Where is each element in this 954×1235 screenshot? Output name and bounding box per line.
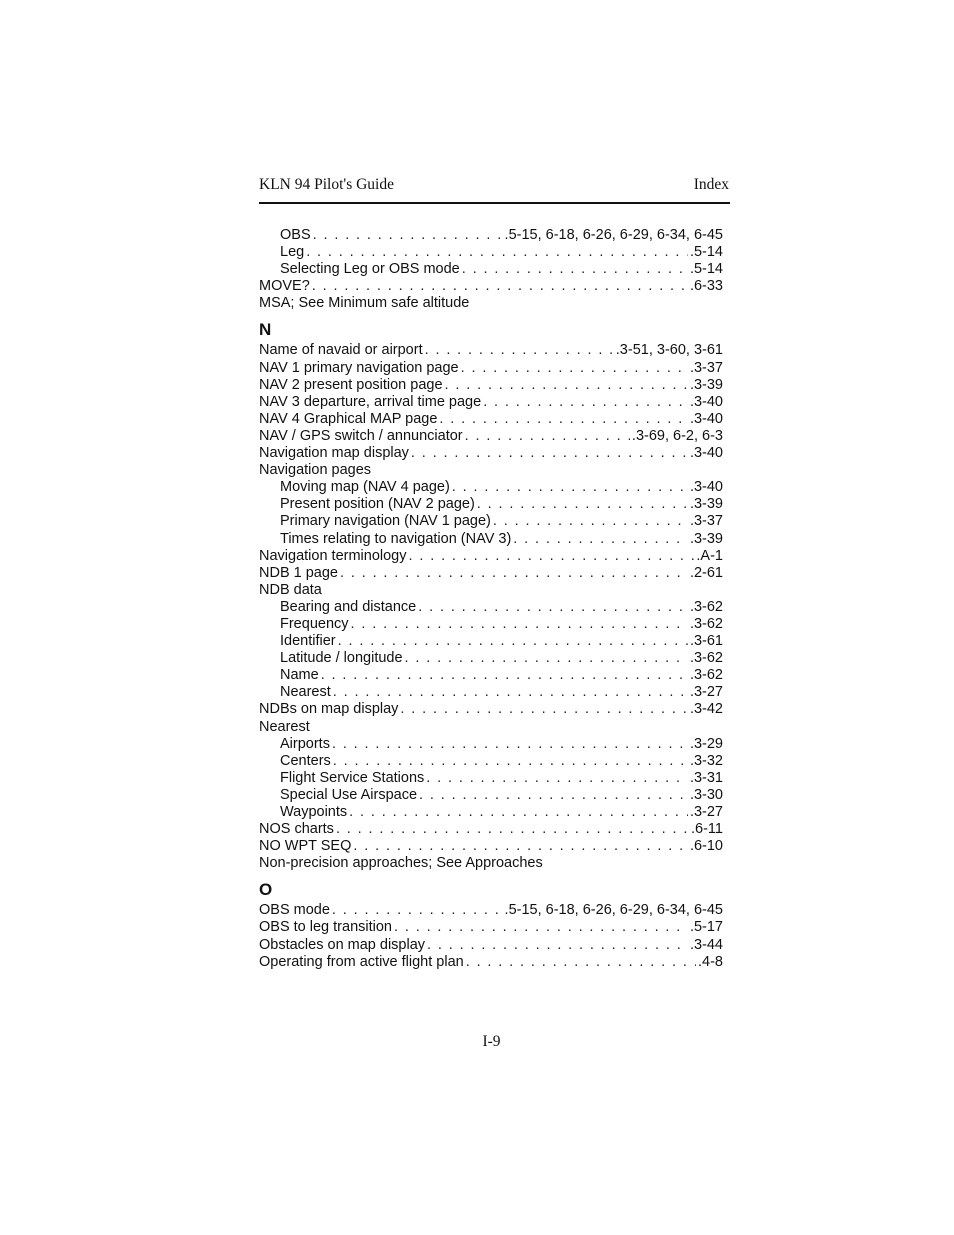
page-reference: .4-8: [698, 953, 723, 970]
index-subentry: [259, 787, 723, 804]
entry-label: Present position (NAV 2 page): [280, 496, 475, 513]
entry-label: NAV 4 Graphical MAP page: [259, 410, 438, 427]
dot-leader: [426, 770, 688, 787]
index-subentry: [259, 479, 723, 496]
entry-label: Name of navaid or airport: [259, 342, 423, 359]
dot-leader: [394, 919, 688, 936]
index-entry: [259, 838, 723, 855]
dot-leader: [445, 377, 688, 394]
index-subentry: [259, 244, 723, 261]
index-subentry: [259, 531, 723, 548]
index-subentry: [259, 684, 723, 701]
entry-label: Flight Service Stations: [280, 769, 425, 786]
page-reference: .5-14: [689, 261, 723, 278]
entries-o: [259, 902, 723, 970]
index-subentry: [259, 616, 723, 633]
page-reference: .2-61: [689, 564, 723, 581]
index-list: [259, 227, 723, 971]
dot-leader: [306, 244, 688, 261]
entry-label: Operating from active flight plan: [259, 953, 464, 970]
page-reference: .6-10: [689, 838, 723, 855]
dot-leader: [351, 616, 688, 633]
entry-label: NAV / GPS switch / annunciator: [259, 427, 463, 444]
page-reference: .3-62: [689, 650, 723, 667]
entry-label: Obstacles on map display: [259, 936, 426, 953]
index-subentry: [259, 770, 723, 787]
dot-leader: [409, 548, 695, 565]
page-reference: .3-39: [689, 496, 723, 513]
index-subentry: [259, 633, 723, 650]
page-reference: .3-27: [689, 804, 723, 820]
dot-leader: [336, 821, 689, 838]
entry-label: NAV 3 departure, arrival time page: [259, 393, 482, 410]
entry-label: Leg: [280, 244, 305, 261]
entry-label: Selecting Leg or OBS mode: [280, 261, 460, 278]
entry-label: Latitude / longitude: [280, 650, 403, 667]
entry-label: OBS to leg transition: [259, 919, 392, 936]
dot-leader: [405, 650, 688, 667]
index-entry: [259, 821, 723, 838]
dot-leader: [466, 954, 696, 971]
entry-label: Waypoints: [280, 804, 348, 820]
page-reference: .A-1: [696, 547, 723, 564]
entry-label: Special Use Airspace: [280, 786, 418, 803]
page-reference: .6-11: [691, 821, 723, 838]
index-subentry: [259, 261, 723, 278]
page-reference: .3-62: [689, 598, 723, 615]
index-entry: [259, 701, 723, 718]
page-reference: .3-44: [689, 936, 723, 953]
index-entry: [259, 377, 723, 394]
dot-leader: [353, 838, 688, 855]
dot-leader: [513, 531, 688, 548]
entry-label: NDB 1 page: [259, 564, 338, 581]
index-entry: [259, 394, 723, 411]
index-entry: [259, 295, 723, 312]
section-title: Index: [693, 176, 729, 193]
dot-leader: [418, 599, 688, 616]
page-reference: .5-14: [689, 244, 723, 261]
page-reference: .3-40: [689, 479, 723, 496]
entry-label: Name: [280, 667, 319, 684]
index-entry: [259, 582, 723, 599]
dot-leader: [425, 342, 614, 359]
page-number: I-9: [482, 1033, 501, 1050]
index-entry: [259, 855, 723, 872]
page-reference: .3-62: [689, 667, 723, 684]
dot-leader: [465, 428, 630, 445]
index-entry: [259, 954, 723, 971]
dot-leader: [332, 736, 688, 753]
page-reference: .3-30: [689, 786, 723, 803]
dot-leader: [332, 902, 503, 919]
entry-label: Nearest: [280, 684, 331, 701]
index-entry: [259, 342, 723, 359]
index-entry: [259, 428, 723, 445]
page-reference: .3-62: [689, 615, 723, 632]
guide-title: KLN 94 Pilot's Guide: [259, 176, 394, 193]
entry-label: OBS mode: [259, 902, 330, 919]
entry-label: Frequency: [280, 615, 349, 632]
entry-label: NDB data: [259, 581, 322, 598]
entry-label: Times relating to navigation (NAV 3): [280, 530, 512, 547]
dot-leader: [313, 227, 503, 244]
dot-leader: [333, 684, 688, 701]
dot-leader: [477, 496, 688, 513]
page-reference: .3-39: [689, 530, 723, 547]
index-subentry: [259, 496, 723, 513]
entry-label: Centers: [280, 752, 331, 769]
entry-label: NDBs on map display: [259, 701, 399, 718]
dot-leader: [333, 753, 688, 770]
index-subentry: [259, 650, 723, 667]
index-entry: [259, 462, 723, 479]
entry-label: NOS charts: [259, 821, 334, 838]
index-subentry: [259, 736, 723, 753]
dot-leader: [419, 787, 688, 804]
entry-label: Non-precision approaches; See Approaches: [259, 855, 543, 872]
page-reference: .3-51, 3-60, 3-61: [615, 342, 723, 359]
entry-label: Nearest: [259, 718, 310, 735]
entry-label: Navigation terminology: [259, 547, 407, 564]
dot-leader: [462, 261, 688, 278]
index-subentry: [259, 599, 723, 616]
entry-label: MOVE?: [259, 278, 310, 295]
entry-label: Bearing and distance: [280, 598, 417, 615]
page-reference: .5-15, 6-18, 6-26, 6-29, 6-34, 6-45: [504, 902, 723, 919]
index-entry: [259, 411, 723, 428]
page-reference: .3-40: [689, 445, 723, 462]
page-reference: .5-15, 6-18, 6-26, 6-29, 6-34, 6-45: [504, 227, 723, 243]
header-rule: [259, 202, 730, 204]
page-reference: .3-29: [689, 735, 723, 752]
dot-leader: [461, 360, 688, 377]
page-reference: .3-27: [689, 684, 723, 701]
page-reference: .3-42: [689, 701, 723, 718]
page-reference: .3-69, 6-2, 6-3: [631, 427, 723, 444]
entry-label: OBS: [280, 227, 311, 243]
page-reference: .3-31: [689, 769, 723, 786]
page-reference: .5-17: [689, 919, 723, 936]
dot-leader: [349, 804, 688, 821]
page-reference: .3-37: [689, 359, 723, 376]
page-reference: .3-40: [689, 410, 723, 427]
dot-leader: [321, 667, 688, 684]
dot-leader: [338, 633, 688, 650]
entry-label: Navigation pages: [259, 462, 372, 479]
entry-label: NAV 2 present position page: [259, 376, 443, 393]
index-subentry: [259, 753, 723, 770]
entry-label: MSA; See Minimum safe altitude: [259, 295, 470, 312]
index-entry: [259, 278, 723, 295]
dot-leader: [439, 411, 688, 428]
entry-label: Identifier: [280, 633, 336, 650]
page-reference: .6-33: [689, 278, 723, 295]
dot-leader: [452, 479, 688, 496]
index-entry: [259, 937, 723, 954]
dot-leader: [483, 394, 688, 411]
page-reference: .3-61: [689, 633, 723, 650]
dot-leader: [411, 445, 688, 462]
dot-leader: [340, 565, 688, 582]
index-entry: [259, 565, 723, 582]
entry-label: Primary navigation (NAV 1 page): [280, 513, 491, 530]
running-header: [259, 176, 729, 194]
index-subentry: [259, 667, 723, 684]
index-subentry: [259, 227, 723, 244]
entry-label: NO WPT SEQ: [259, 838, 352, 855]
index-entry: [259, 902, 723, 919]
entry-label: Moving map (NAV 4 page): [280, 479, 450, 496]
dot-leader: [312, 278, 688, 295]
page-reference: .3-39: [689, 376, 723, 393]
index-entry: [259, 548, 723, 565]
index-subentry: [259, 513, 723, 530]
dot-leader: [400, 701, 688, 718]
section-letter-o: O: [259, 880, 273, 900]
entry-label: NAV 1 primary navigation page: [259, 359, 459, 376]
entries-top: [259, 227, 723, 312]
entry-label: Navigation map display: [259, 445, 409, 462]
entry-label: Airports: [280, 735, 330, 752]
page-reference: .3-40: [689, 393, 723, 410]
page-reference: .3-32: [689, 752, 723, 769]
dot-leader: [493, 513, 688, 530]
index-entry: [259, 445, 723, 462]
index-entry: [259, 360, 723, 377]
index-entry: [259, 719, 723, 736]
index-entry: [259, 919, 723, 936]
entries-n: [259, 342, 723, 872]
dot-leader: [427, 937, 688, 954]
section-letter-n: N: [259, 320, 272, 340]
index-subentry: [259, 804, 723, 821]
page-reference: .3-37: [689, 513, 723, 530]
